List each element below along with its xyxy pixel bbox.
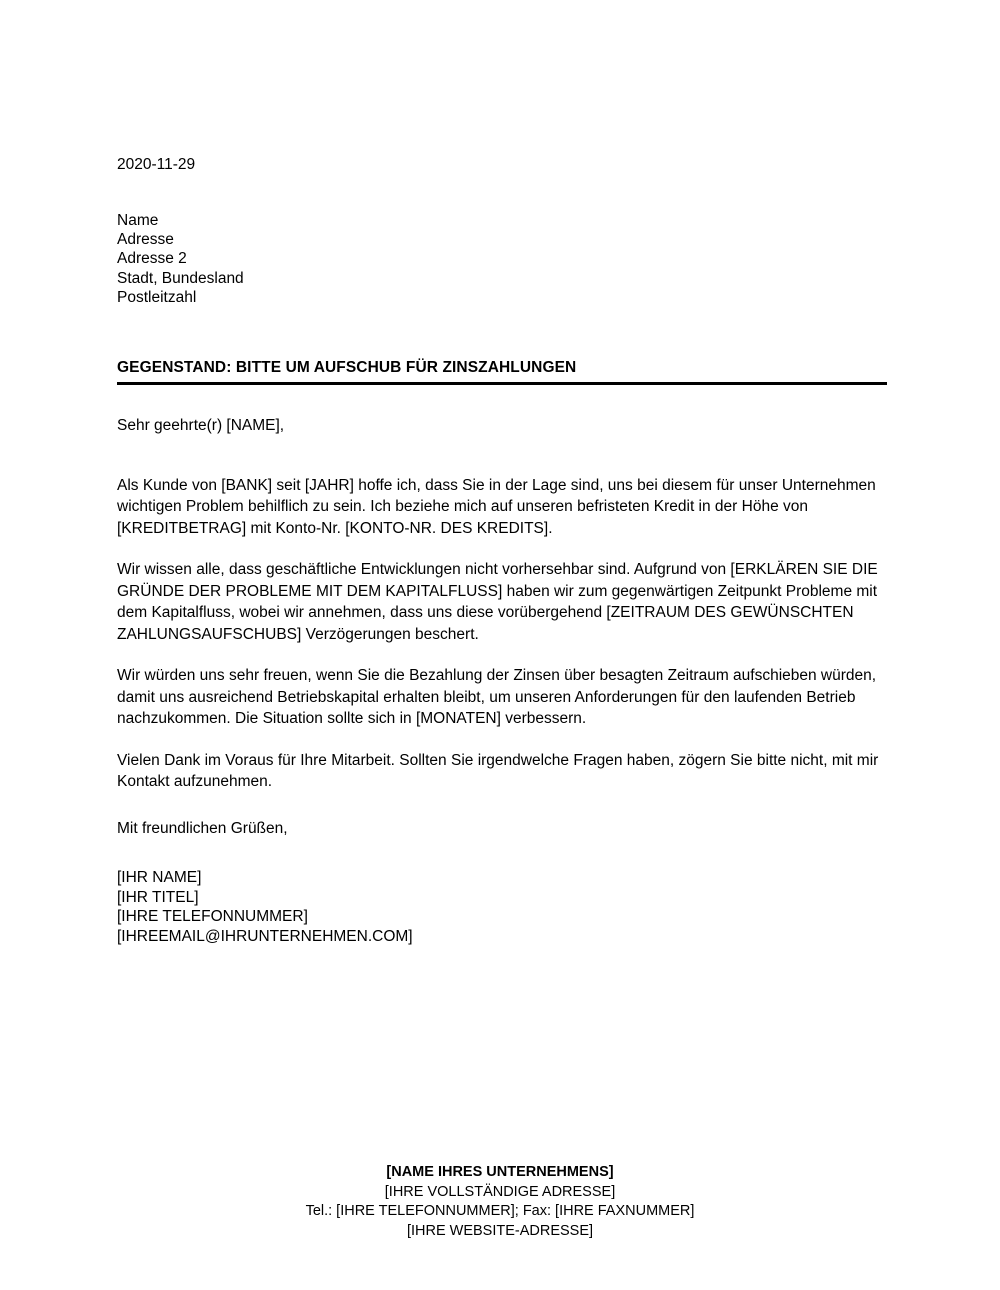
footer-phone-fax: Tel.: [IHRE TELEFONNUMMER]; Fax: [IHRE FAXNUMMER] (305, 1203, 695, 1219)
footer-address: [IHRE VOLLSTÄNDIGE ADRESSE] (384, 1183, 616, 1200)
signature-email: [IHREEMAIL@IHRUNTERNEHMEN.COM] (117, 927, 413, 945)
body-paragraph-1: Als Kunde von [BANK] seit [JAHR] hoffe ich, dass Sie in der Lage sind, uns bei diesem für unser Unternehmen wichtigen Problem behilflich zu sein. Ich beziehe mich auf unseren befristeten Kredit in der Höhe von [KREDITBETRAG] mit Konto-Nr. [KONTO-NR. DES KREDITS]. (117, 476, 876, 537)
recipient-line-name: Name (117, 212, 159, 229)
subject-heading: GEGENSTAND: BITTE UM AUFSCHUB FÜR ZINSZAHLUNGEN (117, 359, 577, 376)
page-footer (0, 1163, 1000, 1241)
signature-block (117, 868, 413, 946)
signature-phone: [IHRE TELEFONNUMMER] (117, 908, 308, 925)
footer-website: [IHRE WEBSITE-ADRESSE] (406, 1222, 594, 1239)
body-paragraph-2: Wir wissen alle, dass geschäftliche Entwicklungen nicht vorhersehbar sind. Aufgrund von [ERKLÄREN SIE DIE GRÜNDE DER PROBLEME MIT DEM KAPITALFLUSS] haben wir zum gegenwärtigen Zeitpunkt Probleme mit dem Kapitalfluss, wobei wir annehmen, dass uns diese vorübergehend [ZEITRAUM DES GEWÜNSCHTEN ZAHLUNGSAUFSCHUBS] Verzögerungen beschert. (117, 561, 878, 643)
recipient-line-postal-code: Postleitzahl (117, 288, 197, 306)
body-paragraph-4: Vielen Dank im Voraus für Ihre Mitarbeit. Sollten Sie irgendwelche Fragen haben, zögern Sie bitte nicht, mit mir Kontakt aufzunehmen. (117, 751, 879, 790)
horizontal-rule (117, 382, 887, 385)
body-paragraph-3: Wir würden uns sehr freuen, wenn Sie die Bezahlung der Zinsen über besagten Zeitraum aufschieben würden, damit uns ausreichend Betriebskapital erhalten bleibt, um unseren Anforderungen für den laufenden Betrieb nachzukommen. Die Situation sollte sich in [MONATEN] verbessern. (117, 667, 877, 727)
signature-name: [IHR NAME] (117, 869, 202, 886)
recipient-line-address: Adresse (117, 231, 174, 249)
recipient-address-block (117, 211, 244, 307)
recipient-line-address2: Adresse 2 (117, 250, 187, 268)
letter-body (117, 415, 887, 839)
subject-block (117, 358, 887, 385)
letter-date: 2020-11-29 (117, 156, 196, 173)
footer-company-name: [NAME IHRES UNTERNEHMENS] (386, 1164, 614, 1180)
recipient-line-city-state: Stadt, Bundesland (117, 269, 244, 287)
signature-title: [IHR TITEL] (117, 888, 199, 906)
closing-line: Mit freundlichen Grüßen, (117, 819, 288, 837)
salutation: Sehr geehrte(r) [NAME], (117, 417, 285, 434)
